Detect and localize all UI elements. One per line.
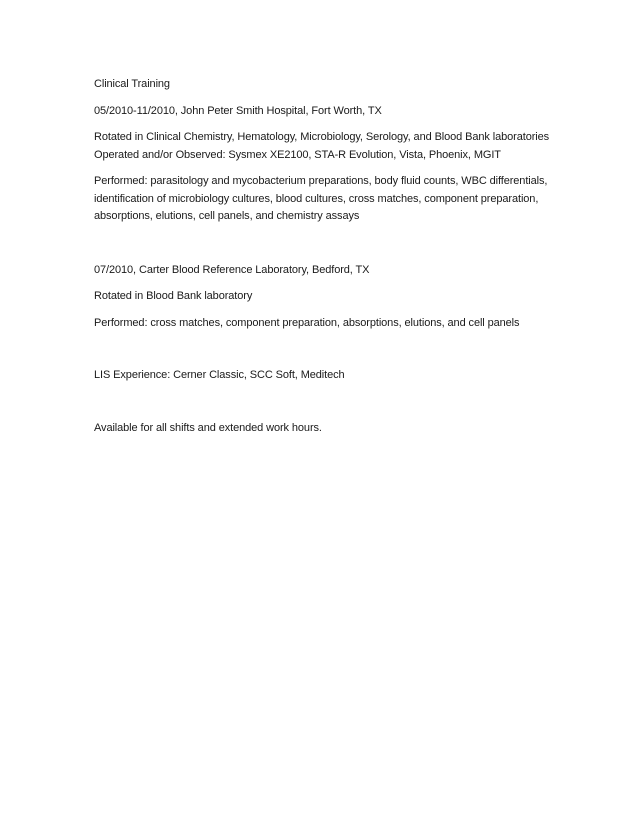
- entry1-performed-line: absorptions, elutions, cell panels, and chemistry assays: [94, 210, 360, 222]
- entry2-heading-text: 07/2010, Carter Blood Reference Laboratory, Bedford, TX: [94, 263, 370, 276]
- entry2-heading: [94, 262, 574, 280]
- lis-experience: [94, 367, 574, 385]
- lis-experience-text: LIS Experience: Cerner Classic, SCC Soft, Meditech: [94, 369, 345, 381]
- entry1-heading: [94, 103, 574, 121]
- entry1-performed-line: identification of microbiology cultures, blood cultures, cross matches, component preparation,: [94, 192, 539, 205]
- section-title-text: Clinical Training: [94, 78, 170, 90]
- entry1-rotated-text: Rotated in Clinical Chemistry, Hematology, Microbiology, Serology, and Blood Bank laboratories: [94, 131, 550, 143]
- document-body: [94, 76, 574, 437]
- entry2-performed-text: Performed: cross matches, component preparation, absorptions, elutions, and cell panels: [94, 316, 520, 329]
- entry1-rotation: [94, 129, 574, 164]
- entry1-performed-line: Performed: parasitology and mycobacterium preparations, body fluid counts, WBC differentials,: [94, 175, 548, 187]
- entry2-rotated-text: Rotated in Blood Bank laboratory: [94, 290, 253, 302]
- availability-text: Available for all shifts and extended work hours.: [94, 421, 322, 434]
- entry2-performed: [94, 315, 574, 333]
- entry1-heading-text: 05/2010-11/2010, John Peter Smith Hospital, Fort Worth, TX: [94, 104, 382, 117]
- section-title: [94, 76, 574, 94]
- availability: [94, 420, 574, 438]
- entry1-performed: [94, 173, 574, 226]
- entry2-rotation: [94, 288, 574, 306]
- entry1-operated-text: Operated and/or Observed: Sysmex XE2100, STA-R Evolution, Vista, Phoenix, MGIT: [94, 148, 501, 161]
